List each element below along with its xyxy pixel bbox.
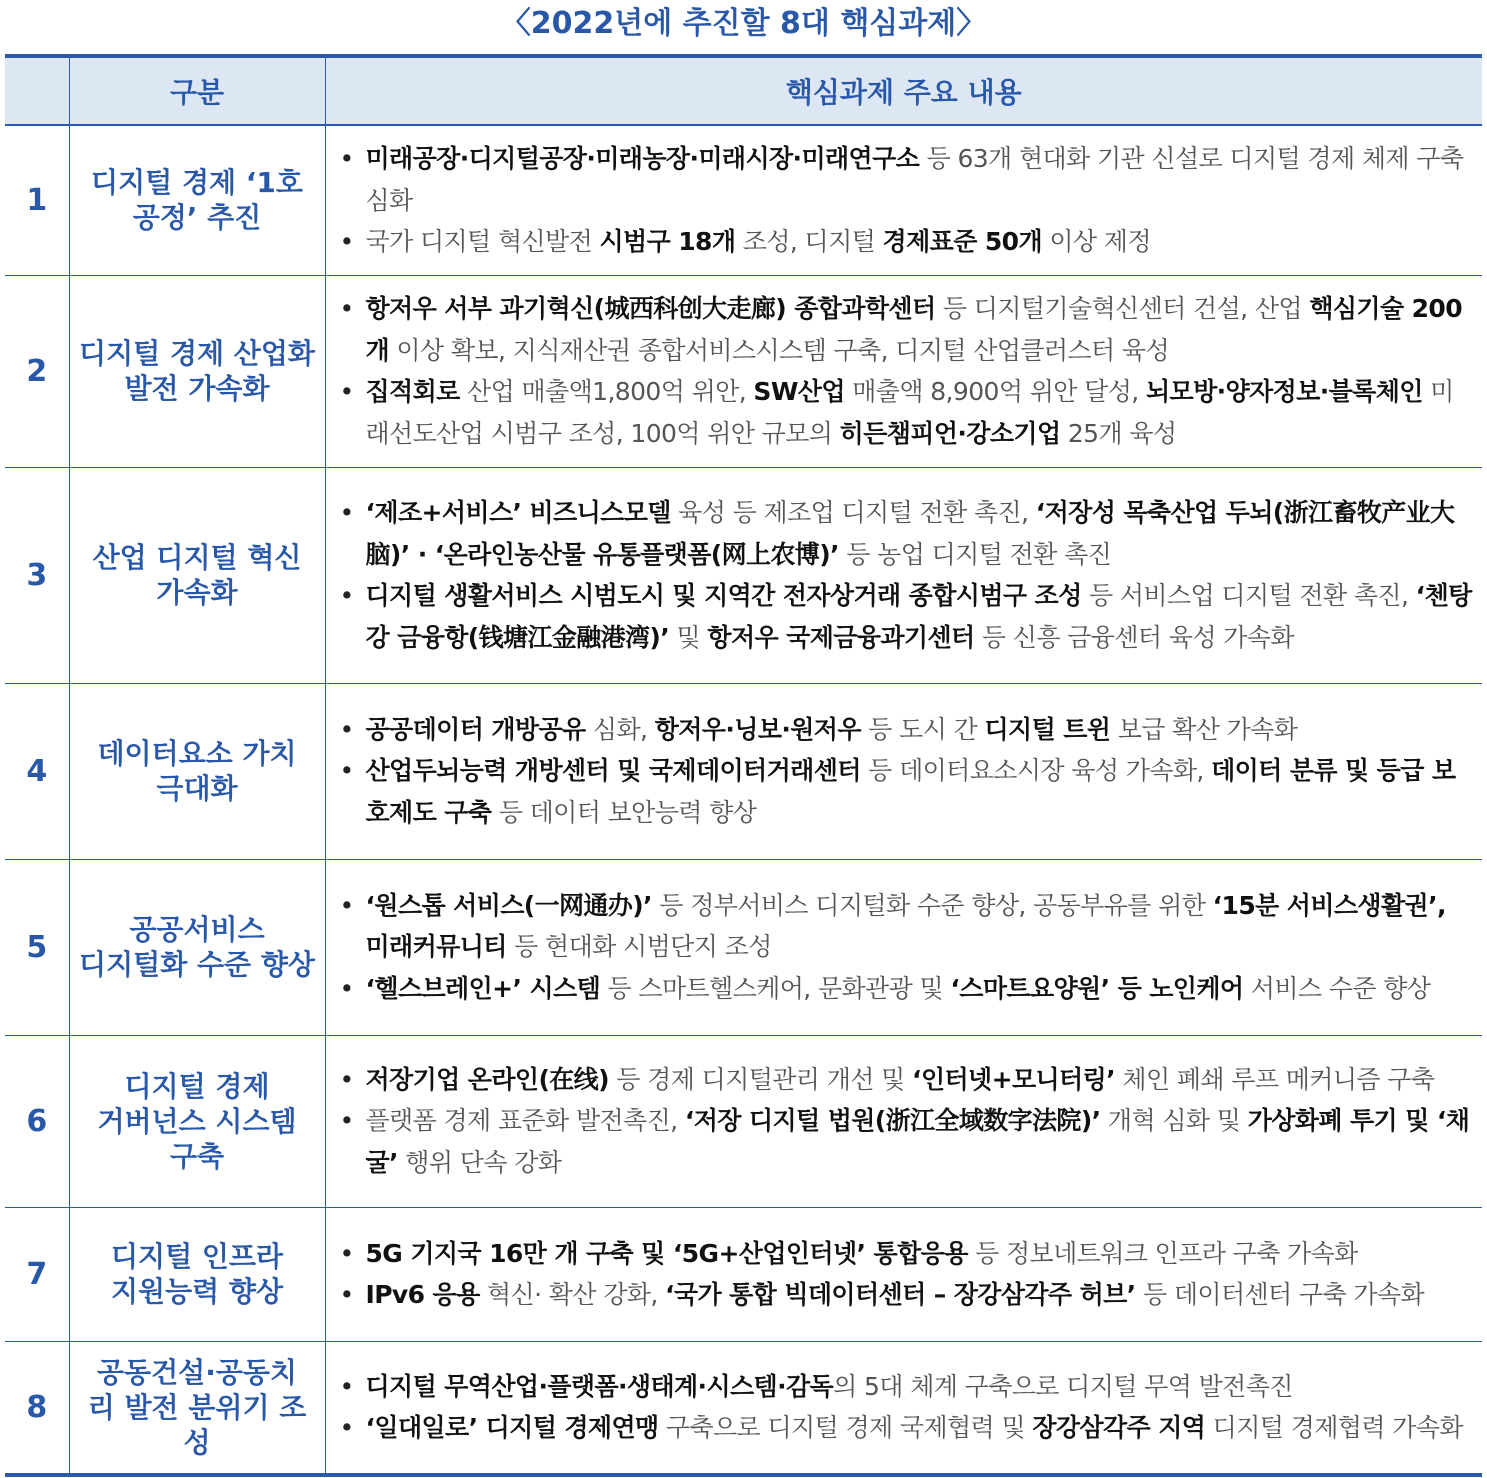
category-line: 공공서비스 (129, 913, 265, 946)
task-keyword: 디지털 생활서비스 시범도시 및 지역간 전자상거래 종합시범구 조성 (365, 581, 1082, 610)
task-list (340, 1059, 1473, 1184)
category-line: 디지털 경제 산업화 (79, 337, 315, 370)
task-text: 등 63개 현대화 기관 신설로 디지털 경제 체제 구축 심화 (365, 144, 1464, 215)
task-text: 조성, 디지털 (735, 227, 883, 256)
task-text: 심화, (585, 714, 655, 744)
task-keyword: IPv6 응용 (365, 1280, 480, 1309)
task-text: 및 (669, 622, 708, 652)
task-text: 개혁 심화 및 (1100, 1106, 1248, 1136)
header-number (5, 56, 69, 125)
task-item (340, 1059, 1473, 1101)
task-keyword: 항저우 서부 과기혁신(城西科创大走廊) 종합과학센터 (365, 294, 936, 323)
task-keyword: 가상화폐 투기 및 ‘채굴’ (365, 1106, 1470, 1177)
task-keyword: 미래공장·디지털공장·미래농장·미래시장·미래연구소 (365, 144, 920, 173)
task-keyword: ‘인터넷+모니터링’ (912, 1064, 1116, 1094)
task-item (340, 288, 1473, 371)
task-item (340, 1366, 1473, 1408)
task-keyword: 시범구 18개 (599, 227, 736, 256)
task-text: 등 서비스업 디지털 전환 촉진, (1081, 581, 1416, 610)
task-text: 등 농업 디지털 전환 촉진 (838, 539, 1112, 569)
task-text: 국가 디지털 혁신발전 (365, 227, 600, 256)
table-row (5, 683, 1482, 859)
task-keyword: 디지털 트윈 (984, 714, 1111, 744)
task-list (340, 288, 1473, 454)
task-text: 미래선도산업 시범구 조성, 100억 위안 규모의 (365, 377, 1454, 448)
task-keyword: ‘첸탕강 금융항(钱塘江金融港湾)’ (365, 581, 1472, 652)
task-text: 구축으로 디지털 경제 국제협력 및 (658, 1413, 1033, 1443)
task-text: 등 데이터 보안능력 향상 (491, 797, 757, 827)
task-item (340, 492, 1473, 575)
row-category (69, 859, 325, 1035)
row-content (325, 1341, 1482, 1475)
task-keyword: 핵심기술 200개 (365, 294, 1463, 365)
table-row (5, 1035, 1482, 1207)
header-content: 핵심과제 주요 내용 (325, 56, 1482, 125)
table-header-row (5, 56, 1482, 125)
row-number: 1 (5, 125, 69, 275)
task-keyword: 공공데이터 개방공유 (365, 714, 586, 744)
task-keyword: ‘일대일로’ 디지털 경제연맹 (365, 1413, 659, 1443)
task-item (340, 750, 1473, 833)
header-category: 구분 (69, 56, 325, 125)
task-text: 25개 육성 (1060, 418, 1177, 448)
task-text: 육성 등 제조업 디지털 전환 촉진, (670, 498, 1036, 527)
task-item (340, 575, 1473, 658)
task-text: 등 디지털기술혁신센터 건설, 산업 (935, 294, 1310, 323)
category-line: 디지털 경제 (124, 1069, 270, 1103)
task-text: 이상 확보, 지식재산권 종합서비스시스템 구축, 디지털 산업클러스터 육성 (389, 335, 1170, 365)
row-category (69, 125, 325, 275)
task-keyword: ‘15분 서비스생활권’, 미래커뮤니티 (365, 890, 1446, 962)
task-text: 서비스 수준 향상 (1243, 973, 1431, 1003)
category-line: 지원능력 향상 (110, 1275, 284, 1308)
task-list (340, 1233, 1473, 1316)
task-text: 등 데이터요소시장 육성 가속화, (860, 756, 1212, 786)
task-keyword: ‘스마트요양원’ 등 노인케어 (950, 973, 1244, 1003)
task-item (340, 371, 1473, 454)
row-number: 5 (5, 859, 69, 1035)
task-text: 행위 단속 강화 (397, 1147, 562, 1177)
task-text: 혁신· 확산 강화, (479, 1280, 666, 1309)
row-number: 3 (5, 467, 69, 683)
task-keyword: 항저우·닝보·원저우 (654, 714, 861, 744)
task-text: 매출액 8,900억 위안 달성, (844, 377, 1146, 406)
row-category (69, 683, 325, 859)
task-text: 의 5대 체계 구축으로 디지털 무역 발전촉진 (833, 1371, 1293, 1401)
category-line: 디지털화 수준 향상 (79, 948, 315, 981)
task-text: 등 경제 디지털관리 개선 및 (608, 1064, 913, 1094)
task-keyword: ‘원스톱 서비스(一网通办)’ (365, 890, 652, 920)
table-row (5, 275, 1482, 467)
task-text: 등 정부서비스 디지털화 수준 향상, 공동부유를 위한 (651, 890, 1213, 920)
task-keyword: 장강삼각주 지역 (1032, 1413, 1206, 1443)
category-line: 거버넌스 시스템 (97, 1104, 297, 1138)
category-line: 가속화 (156, 576, 238, 609)
task-keyword: ‘저장성 목축산업 두뇌(浙江畜牧产业大脑)’ · ‘온라인농산물 유통플랫폼(网上农博)’ (365, 498, 1455, 569)
task-text: 산업 매출액1,800억 위안, (459, 377, 754, 406)
task-keyword: 뇌모방·양자정보·블록체인 (1145, 377, 1423, 406)
task-keyword: 히든챔피언·강소기업 (839, 418, 1061, 448)
task-keyword: SW산업 (753, 377, 845, 406)
category-line: 디지털 경제 ‘1호 (91, 166, 303, 200)
task-list (340, 885, 1473, 1010)
row-category (69, 275, 325, 467)
row-content (325, 125, 1482, 275)
task-keyword: ‘국가 통합 빅데이터센터 – 장강삼각주 허브’ (665, 1280, 1136, 1309)
row-number: 7 (5, 1207, 69, 1341)
row-category (69, 1341, 325, 1475)
row-content (325, 275, 1482, 467)
task-text: 등 현대화 시범단지 조성 (506, 932, 772, 962)
task-item (340, 221, 1473, 263)
task-keyword: 디지털 무역산업·플랫폼·생태계·시스템·감독 (365, 1371, 834, 1401)
task-keyword: ‘헬스브레인+’ 시스템 (365, 973, 601, 1003)
category-line: 데이터요소 가치 (97, 737, 297, 770)
task-text: 등 스마트헬스케어, 문화관광 및 (600, 973, 951, 1003)
task-keyword: ‘저장 디지털 법원(浙江全域数字法院)’ (684, 1106, 1101, 1136)
core-tasks-table (5, 54, 1482, 1477)
task-item (340, 1274, 1473, 1316)
task-keyword: 집적회로 (365, 377, 460, 406)
row-content (325, 683, 1482, 859)
row-category (69, 1035, 325, 1207)
category-line: 공동건설·공동치 (97, 1355, 297, 1389)
task-list (340, 492, 1473, 658)
row-category (69, 1207, 325, 1341)
row-content (325, 1035, 1482, 1207)
category-line: 극대화 (156, 772, 238, 805)
row-category (69, 467, 325, 683)
task-list (340, 709, 1473, 834)
task-list (340, 138, 1473, 263)
task-keyword: 항저우 국제금융과기센터 (707, 622, 975, 652)
table-row (5, 125, 1482, 275)
task-keyword: 저장기업 온라인(在线) (365, 1064, 609, 1094)
task-item (340, 709, 1473, 751)
row-number: 6 (5, 1035, 69, 1207)
row-number: 4 (5, 683, 69, 859)
category-line: 산업 디지털 혁신 (92, 541, 302, 574)
task-text: 등 정보네트워크 인프라 구축 가속화 (967, 1238, 1358, 1268)
task-keyword: ‘제조+서비스’ 비즈니스모델 (365, 498, 671, 527)
task-keyword: 경제표준 50개 (882, 227, 1042, 256)
task-text: 체인 폐쇄 루프 메커니즘 구축 (1115, 1064, 1435, 1094)
task-text: 이상 제정 (1042, 227, 1151, 256)
task-text: 플랫폼 경제 표준화 발전촉진, (365, 1106, 685, 1136)
task-text: 등 데이터센터 구축 가속화 (1135, 1280, 1425, 1309)
row-content (325, 859, 1482, 1035)
task-list (340, 1366, 1473, 1449)
row-number: 8 (5, 1341, 69, 1475)
category-line: 리 발전 분위기 조성 (87, 1390, 307, 1459)
task-keyword: 5G 기지국 16만 개 구축 및 ‘5G+산업인터넷’ 통합응용 (365, 1238, 968, 1268)
row-content (325, 467, 1482, 683)
task-text: 등 신흥 금융센터 육성 가속화 (974, 622, 1294, 652)
category-line: 공정’ 추진 (132, 201, 262, 235)
task-item (340, 885, 1473, 968)
task-item (340, 1233, 1473, 1275)
task-item (340, 1407, 1473, 1449)
task-item (340, 968, 1473, 1010)
table-row (5, 1207, 1482, 1341)
category-line: 구축 (169, 1139, 225, 1173)
task-text: 보급 확산 가속화 (1110, 714, 1298, 744)
row-content (325, 1207, 1482, 1341)
table-row (5, 467, 1482, 683)
table-row (5, 859, 1482, 1035)
task-keyword: 데이터 분류 및 등급 보호제도 구축 (365, 756, 1456, 827)
table-caption: 〈2022년에 추진할 8대 핵심과제〉 (500, 6, 987, 41)
task-text: 디지털 경제협력 가속화 (1205, 1413, 1463, 1443)
category-line: 디지털 인프라 (110, 1240, 284, 1273)
task-keyword: 산업두뇌능력 개방센터 및 국제데이터거래센터 (365, 756, 861, 786)
row-number: 2 (5, 275, 69, 467)
task-item (340, 1100, 1473, 1183)
table-row (5, 1341, 1482, 1475)
task-item (340, 138, 1473, 221)
task-text: 등 도시 간 (860, 714, 985, 744)
category-line: 발전 가속화 (124, 372, 270, 405)
